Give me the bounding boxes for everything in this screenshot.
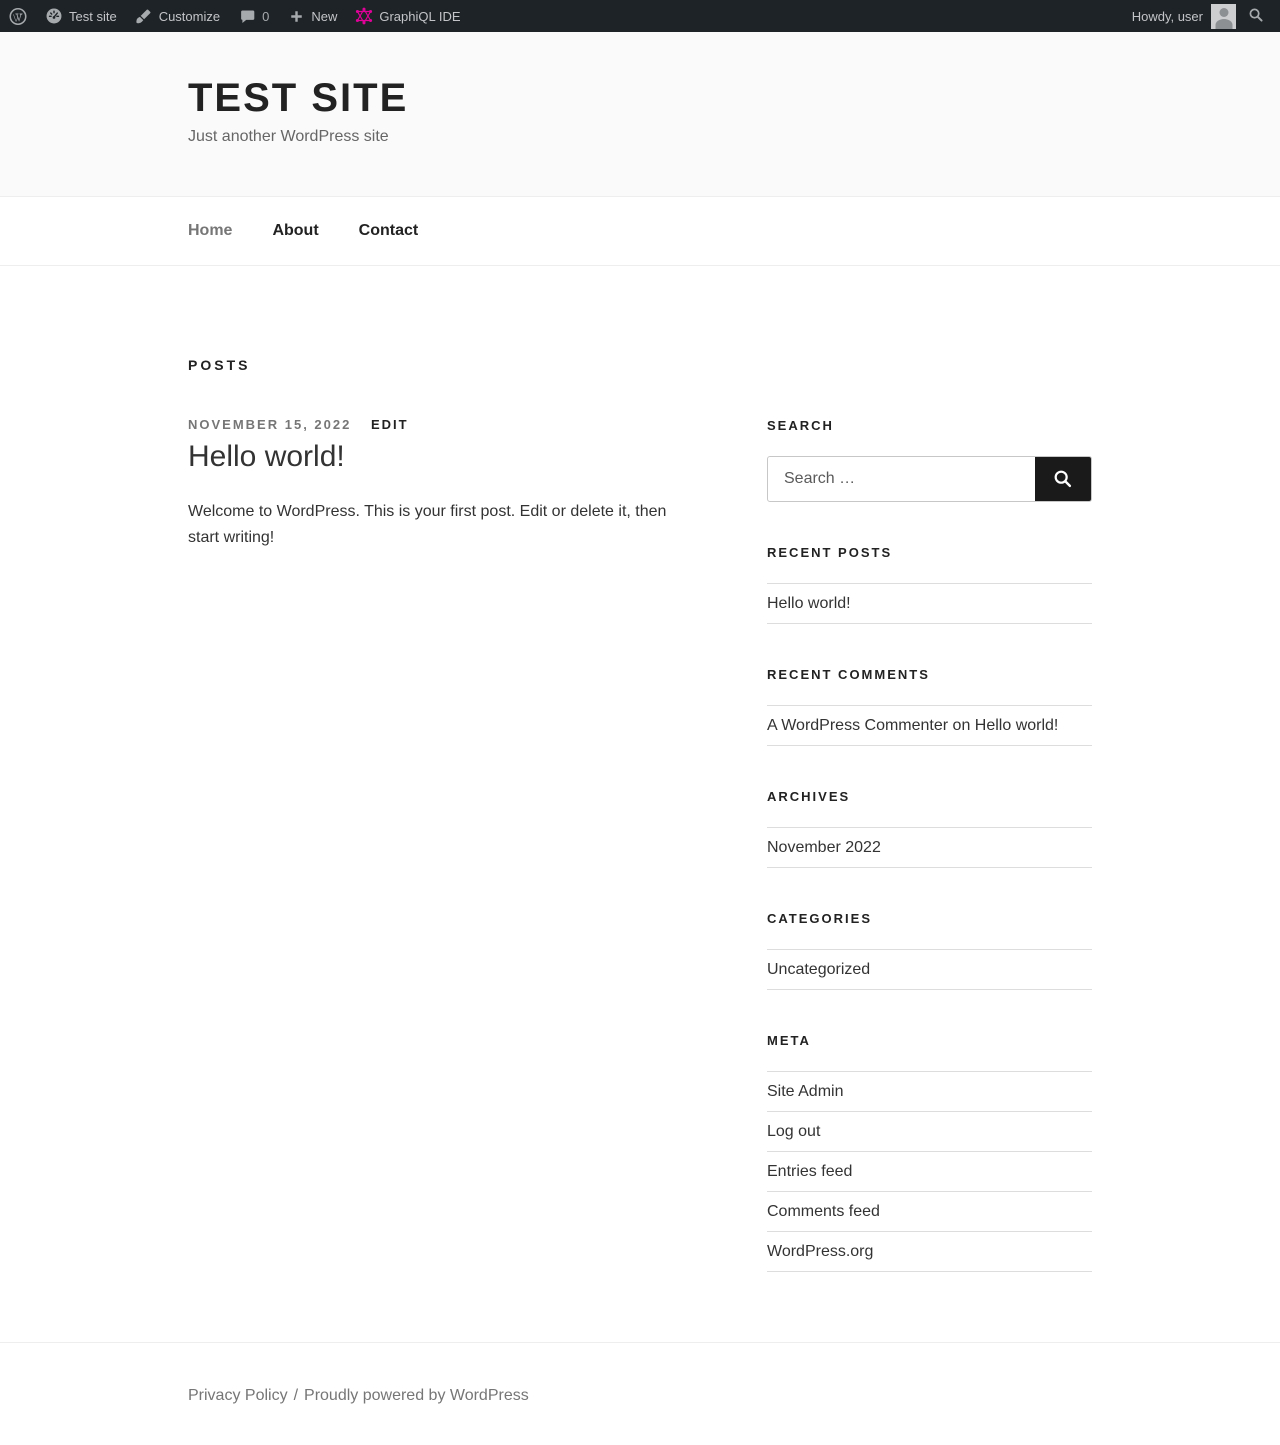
- categories-title: CATEGORIES: [767, 911, 872, 926]
- list-item: [767, 828, 1092, 868]
- post-body: Welcome to WordPress. This is your first post. Edit or delete it, then start writing!: [188, 503, 667, 546]
- site-content: [188, 266, 1092, 1342]
- privacy-policy-link[interactable]: Privacy Policy: [188, 1387, 288, 1404]
- post-article: [188, 418, 700, 551]
- site-title[interactable]: TEST SITE: [188, 76, 409, 120]
- admin-bar-search[interactable]: [1240, 7, 1272, 26]
- post-date-link[interactable]: NOVEMBER 15, 2022: [188, 417, 352, 432]
- nav-item-about[interactable]: About: [272, 222, 319, 239]
- archive-link[interactable]: November 2022: [767, 839, 881, 856]
- meta-link-wordpress-org[interactable]: WordPress.org: [767, 1243, 874, 1260]
- admin-bar-graphiql-label: GraphiQL IDE: [379, 8, 461, 24]
- admin-bar: [0, 0, 1280, 32]
- search-form: [767, 456, 1092, 502]
- meta-link-comments-feed[interactable]: Comments feed: [767, 1203, 880, 1220]
- list-item: [767, 1152, 1092, 1192]
- list-item: [767, 950, 1092, 990]
- post-meta: [188, 418, 700, 431]
- meta-link-entries-feed[interactable]: Entries feed: [767, 1163, 853, 1180]
- site-footer: [0, 1342, 1280, 1444]
- wordpress-logo-icon: [9, 7, 27, 25]
- list-item: [767, 1232, 1092, 1272]
- list-item: [767, 1072, 1092, 1112]
- meta-link-log-out[interactable]: Log out: [767, 1123, 821, 1140]
- meta-title: META: [767, 1033, 811, 1048]
- plus-icon: [287, 7, 305, 25]
- dashboard-gauge-icon: [45, 7, 63, 25]
- list-item: [767, 1192, 1092, 1232]
- recent-comments-widget: [767, 668, 1092, 746]
- archives-widget: [767, 790, 1092, 868]
- site-description: Just another WordPress site: [188, 128, 389, 145]
- sidebar: [767, 358, 1092, 1316]
- page-title: POSTS: [188, 357, 251, 373]
- list-item: [767, 584, 1092, 624]
- search-submit-button[interactable]: [1035, 457, 1091, 501]
- wordpress-logo-menu[interactable]: [0, 0, 36, 32]
- post-edit-link[interactable]: EDIT: [370, 417, 409, 432]
- search-widget: [767, 419, 1092, 502]
- admin-bar-site-name[interactable]: [36, 0, 126, 32]
- nav-item-home[interactable]: Home: [188, 222, 233, 239]
- admin-bar-new-label: New: [311, 8, 338, 24]
- comments-bubble-icon: [238, 7, 256, 25]
- meta-link-site-admin[interactable]: Site Admin: [767, 1083, 844, 1100]
- admin-bar-my-account[interactable]: [1128, 4, 1240, 29]
- admin-bar-new[interactable]: [278, 0, 346, 32]
- post-title-link[interactable]: Hello world!: [188, 440, 345, 473]
- comment-post-link[interactable]: Hello world!: [974, 717, 1059, 734]
- nav-item-contact[interactable]: Contact: [358, 222, 419, 239]
- howdy-label: Howdy, user: [1131, 8, 1203, 24]
- powered-by-link[interactable]: Proudly powered by WordPress: [304, 1387, 529, 1404]
- comment-author-link[interactable]: A WordPress Commenter: [767, 717, 949, 734]
- admin-bar-right: [1128, 0, 1272, 32]
- main-navigation: [0, 196, 1280, 266]
- comment-connector: on: [948, 717, 975, 734]
- search-icon: [1248, 7, 1264, 23]
- admin-bar-comments[interactable]: [229, 0, 278, 32]
- footer-separator: /: [293, 1387, 299, 1404]
- admin-bar-graphiql[interactable]: [346, 0, 469, 32]
- admin-bar-customize[interactable]: [126, 0, 229, 32]
- user-avatar: [1211, 4, 1236, 29]
- recent-posts-widget: [767, 546, 1092, 624]
- graphql-logo-icon: [355, 7, 373, 25]
- category-link[interactable]: Uncategorized: [767, 961, 871, 978]
- admin-bar-left: [0, 0, 470, 32]
- categories-widget: [767, 912, 1092, 990]
- admin-bar-customize-label: Customize: [158, 8, 221, 24]
- search-icon: [1052, 468, 1074, 490]
- admin-bar-site-name-label: Test site: [69, 8, 117, 24]
- list-item: [767, 1112, 1092, 1152]
- meta-widget: [767, 1034, 1092, 1272]
- admin-bar-comment-count: 0: [262, 8, 270, 24]
- recent-posts-title: RECENT POSTS: [767, 545, 893, 560]
- customize-brush-icon: [135, 7, 153, 25]
- site-header: [0, 32, 1280, 196]
- recent-comments-title: RECENT COMMENTS: [767, 667, 930, 682]
- posts-column: [188, 358, 700, 551]
- search-widget-title: SEARCH: [767, 418, 834, 433]
- recent-post-link[interactable]: Hello world!: [767, 595, 851, 612]
- archives-title: ARCHIVES: [767, 789, 851, 804]
- list-item: [767, 706, 1092, 746]
